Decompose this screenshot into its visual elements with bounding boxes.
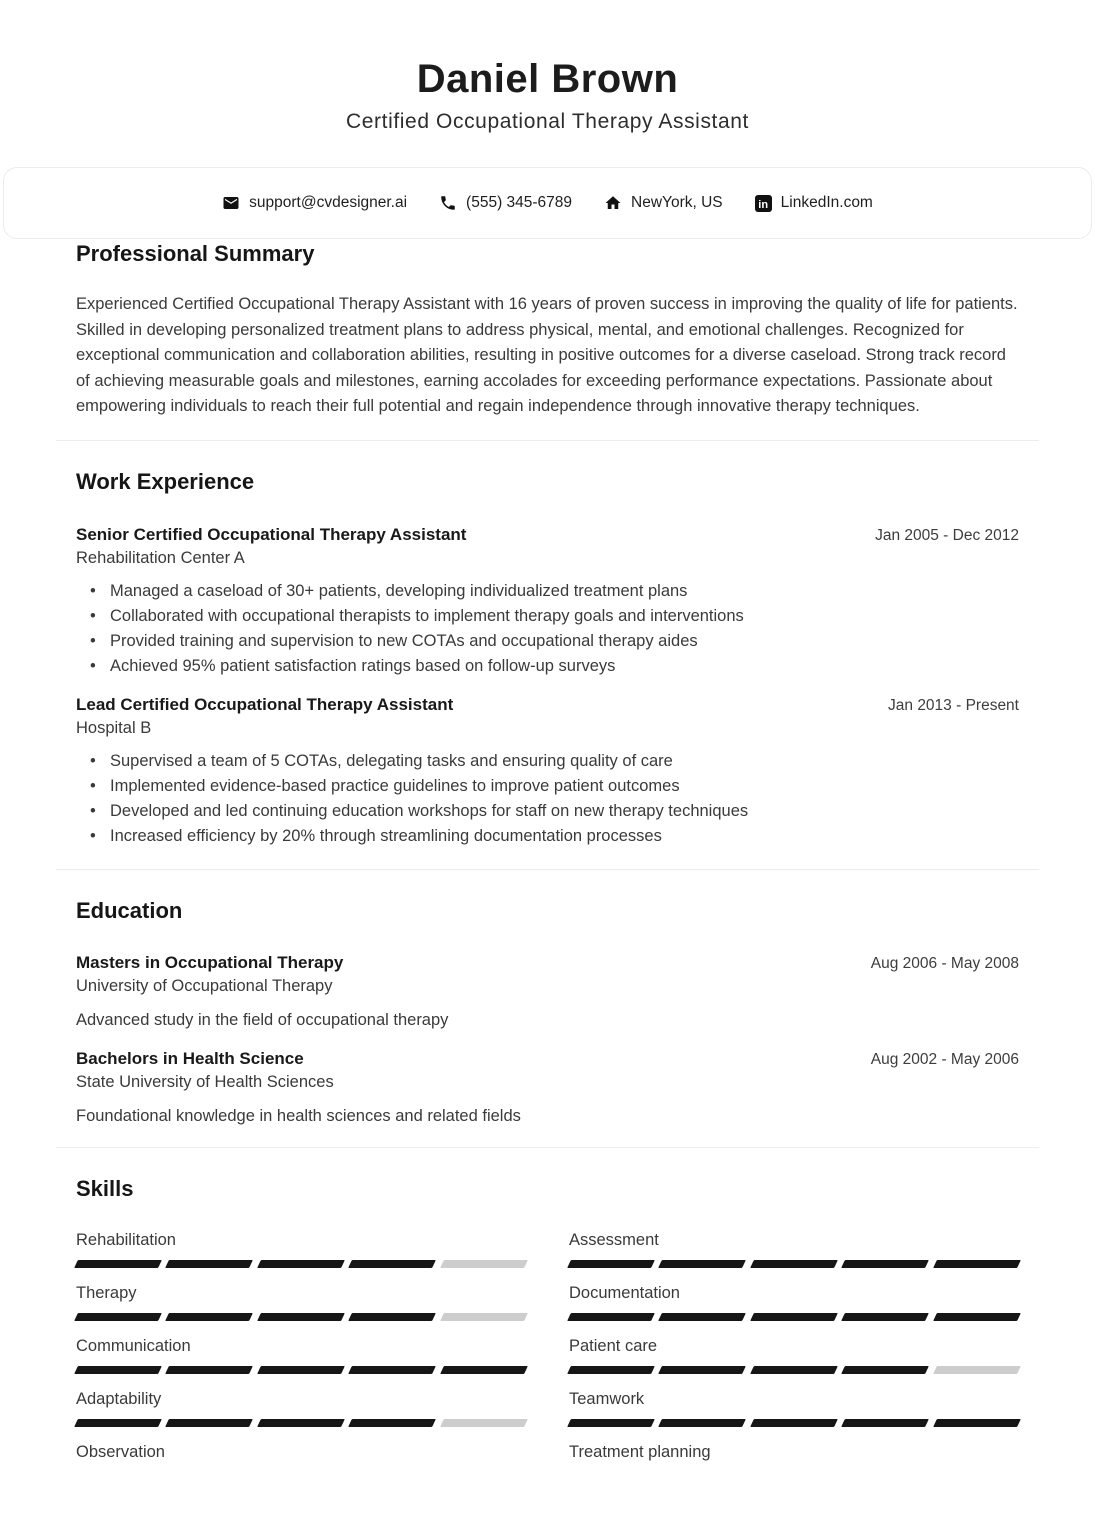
job-bullet: • Increased efficiency by 20% through streamlining documentation processes	[76, 824, 1019, 849]
skill-item	[76, 1388, 526, 1427]
skill-item	[569, 1282, 1019, 1321]
skill-segment-empty	[440, 1419, 528, 1427]
skill-level-bar	[569, 1366, 1019, 1374]
skill-segment-empty	[933, 1366, 1021, 1374]
skill-segment-filled	[841, 1313, 929, 1321]
skill-segment-filled	[440, 1366, 528, 1374]
degree-dates: Aug 2002 - May 2006	[870, 1050, 1019, 1068]
degree-title: Bachelors in Health Science	[76, 1048, 304, 1068]
section-heading-summary: Professional Summary	[76, 241, 315, 266]
skill-segment-empty	[440, 1313, 528, 1321]
contact-linkedin-text: LinkedIn.com	[780, 194, 873, 211]
skill-level-bar	[569, 1472, 1019, 1480]
skill-item	[76, 1441, 526, 1480]
job-bullet: • Provided training and supervision to new COTAs and occupational therapy aides	[76, 629, 1019, 654]
skill-item	[76, 1282, 526, 1321]
education-header	[76, 951, 1019, 975]
skill-name: Documentation	[569, 1283, 680, 1302]
section-heading-experience: Work Experience	[76, 468, 255, 494]
contact-location	[604, 194, 723, 212]
job-bullet: • Supervised a team of 5 COTAs, delegating tasks and ensuring quality of care	[76, 749, 1019, 774]
skill-level-bar	[569, 1419, 1019, 1427]
skill-segment-empty	[440, 1260, 528, 1268]
skill-segment-filled	[348, 1260, 436, 1268]
skill-segment-filled	[659, 1366, 747, 1374]
skill-name: Rehabilitation	[76, 1230, 176, 1249]
skill-segment-filled	[166, 1366, 254, 1374]
skill-segment-filled	[74, 1419, 162, 1427]
skill-name: Communication	[76, 1336, 191, 1355]
job-bullet: • Achieved 95% patient satisfaction ratings based on follow-up surveys	[76, 654, 1019, 679]
skill-segment-filled	[933, 1419, 1021, 1427]
skill-segment-filled	[841, 1260, 929, 1268]
skill-level-bar	[76, 1313, 526, 1321]
candidate-name: Daniel Brown	[416, 57, 679, 101]
skill-segment-filled	[348, 1313, 436, 1321]
skill-segment-filled	[659, 1260, 747, 1268]
skill-segment-filled	[567, 1260, 655, 1268]
contact-bar	[3, 167, 1092, 239]
job-bullet: • Implemented evidence-based practice guidelines to improve patient outcomes	[76, 774, 1019, 799]
linkedin-icon: in	[755, 195, 772, 212]
education-header	[76, 1047, 1019, 1071]
skill-level-bar	[76, 1366, 526, 1374]
skill-item	[569, 1388, 1019, 1427]
job-title: Lead Certified Occupational Therapy Assistant	[76, 694, 454, 714]
contact-location-text: NewYork, US	[631, 194, 723, 211]
skill-name: Assessment	[569, 1230, 659, 1249]
skill-segment-filled	[933, 1260, 1021, 1268]
candidate-title: Certified Occupational Therapy Assistant	[346, 110, 749, 133]
skill-item	[76, 1229, 526, 1268]
phone-icon	[439, 194, 457, 212]
skill-segment-filled	[750, 1419, 838, 1427]
skill-segment-filled	[74, 1313, 162, 1321]
job-dates: Jan 2013 - Present	[888, 696, 1019, 714]
skill-segment-filled	[348, 1366, 436, 1374]
job-entry	[76, 693, 1019, 849]
job-bullet: • Collaborated with occupational therapists to implement therapy goals and interventions	[76, 604, 1019, 629]
skills-grid	[76, 1229, 1019, 1494]
skill-segment-filled	[257, 1313, 345, 1321]
contact-email	[222, 194, 407, 212]
skill-name: Adaptability	[76, 1389, 162, 1408]
education-entry	[76, 951, 1019, 1031]
skill-segment-filled	[348, 1419, 436, 1427]
skill-item	[569, 1441, 1019, 1480]
skill-segment-filled	[257, 1260, 345, 1268]
skill-segment-filled	[841, 1366, 929, 1374]
skill-segment-filled	[750, 1366, 838, 1374]
contact-phone-text: (555) 345-6789	[466, 194, 573, 211]
skill-name: Therapy	[76, 1283, 137, 1302]
skill-name: Observation	[76, 1442, 165, 1461]
job-header	[76, 693, 1019, 717]
skill-segment-filled	[567, 1313, 655, 1321]
skill-segment-filled	[659, 1419, 747, 1427]
skill-segment-filled	[567, 1366, 655, 1374]
degree-dates: Aug 2006 - May 2008	[870, 954, 1019, 972]
section-divider	[56, 1147, 1039, 1148]
degree-description: Advanced study in the field of occupational therapy	[76, 1010, 449, 1029]
contact-linkedin	[755, 194, 873, 212]
contact-phone	[439, 194, 572, 212]
skill-segment-filled	[933, 1313, 1021, 1321]
skill-segment-filled	[257, 1366, 345, 1374]
home-icon	[604, 194, 622, 212]
skill-segment-filled	[659, 1313, 747, 1321]
section-divider	[56, 869, 1039, 870]
degree-description: Foundational knowledge in health sciences and related fields	[76, 1106, 521, 1125]
skill-name: Teamwork	[569, 1389, 645, 1408]
contact-email-text: support@cvdesigner.ai	[249, 194, 408, 211]
skill-level-bar	[569, 1313, 1019, 1321]
skill-name: Patient care	[569, 1336, 658, 1355]
skill-item	[569, 1335, 1019, 1374]
job-bullet-list	[76, 749, 1019, 849]
skill-segment-filled	[841, 1419, 929, 1427]
skill-segment-filled	[257, 1419, 345, 1427]
skill-segment-filled	[74, 1260, 162, 1268]
job-bullet: • Developed and led continuing education workshops for staff on new therapy techniques	[76, 799, 1019, 824]
skills-column-left	[76, 1229, 526, 1494]
job-dates: Jan 2005 - Dec 2012	[875, 526, 1019, 544]
skill-segment-filled	[74, 1366, 162, 1374]
section-heading-education: Education	[76, 897, 183, 923]
skill-segment-filled	[166, 1419, 254, 1427]
skills-column-right	[569, 1229, 1019, 1494]
section-heading-skills: Skills	[76, 1175, 134, 1201]
job-header	[76, 523, 1019, 547]
skill-segment-filled	[166, 1260, 254, 1268]
degree-school: State University of Health Sciences	[76, 1072, 334, 1091]
skill-level-bar	[76, 1419, 526, 1427]
resume-body	[76, 239, 1019, 1494]
email-icon	[222, 194, 240, 212]
skill-item	[569, 1229, 1019, 1268]
job-title: Senior Certified Occupational Therapy Assistant	[76, 524, 467, 544]
skill-item	[76, 1335, 526, 1374]
section-divider	[56, 440, 1039, 441]
skill-segment-filled	[567, 1419, 655, 1427]
skill-level-bar	[76, 1472, 526, 1480]
skill-segment-filled	[750, 1260, 838, 1268]
job-bullet: • Managed a caseload of 30+ patients, developing individualized treatment plans	[76, 579, 1019, 604]
education-entry	[76, 1047, 1019, 1127]
job-entry	[76, 523, 1019, 679]
job-company: Hospital B	[76, 718, 152, 737]
degree-title: Masters in Occupational Therapy	[76, 952, 344, 972]
job-company: Rehabilitation Center A	[76, 548, 245, 567]
job-bullet-list	[76, 579, 1019, 679]
summary-text: Experienced Certified Occupational Therapy Assistant with 16 years of proven success in improving the quality of life for patients. Skilled in developing personalized treatment plans to address physical, mental, and emotional challenges. Recognized for exceptional communication and collaboration abilities, resulting in positive outcomes for a diverse caseload. Strong track record of achieving measurable goals and milestones, earning accolades for exceeding performance expectations. Passionate about empowering individuals to reach their full potential and regain independence through innovative therapy techniques.	[76, 295, 1018, 415]
degree-school: University of Occupational Therapy	[76, 976, 333, 995]
skill-segment-filled	[166, 1313, 254, 1321]
skill-name: Treatment planning	[569, 1442, 711, 1461]
skill-level-bar	[76, 1260, 526, 1268]
skill-segment-filled	[750, 1313, 838, 1321]
skill-level-bar	[569, 1260, 1019, 1268]
